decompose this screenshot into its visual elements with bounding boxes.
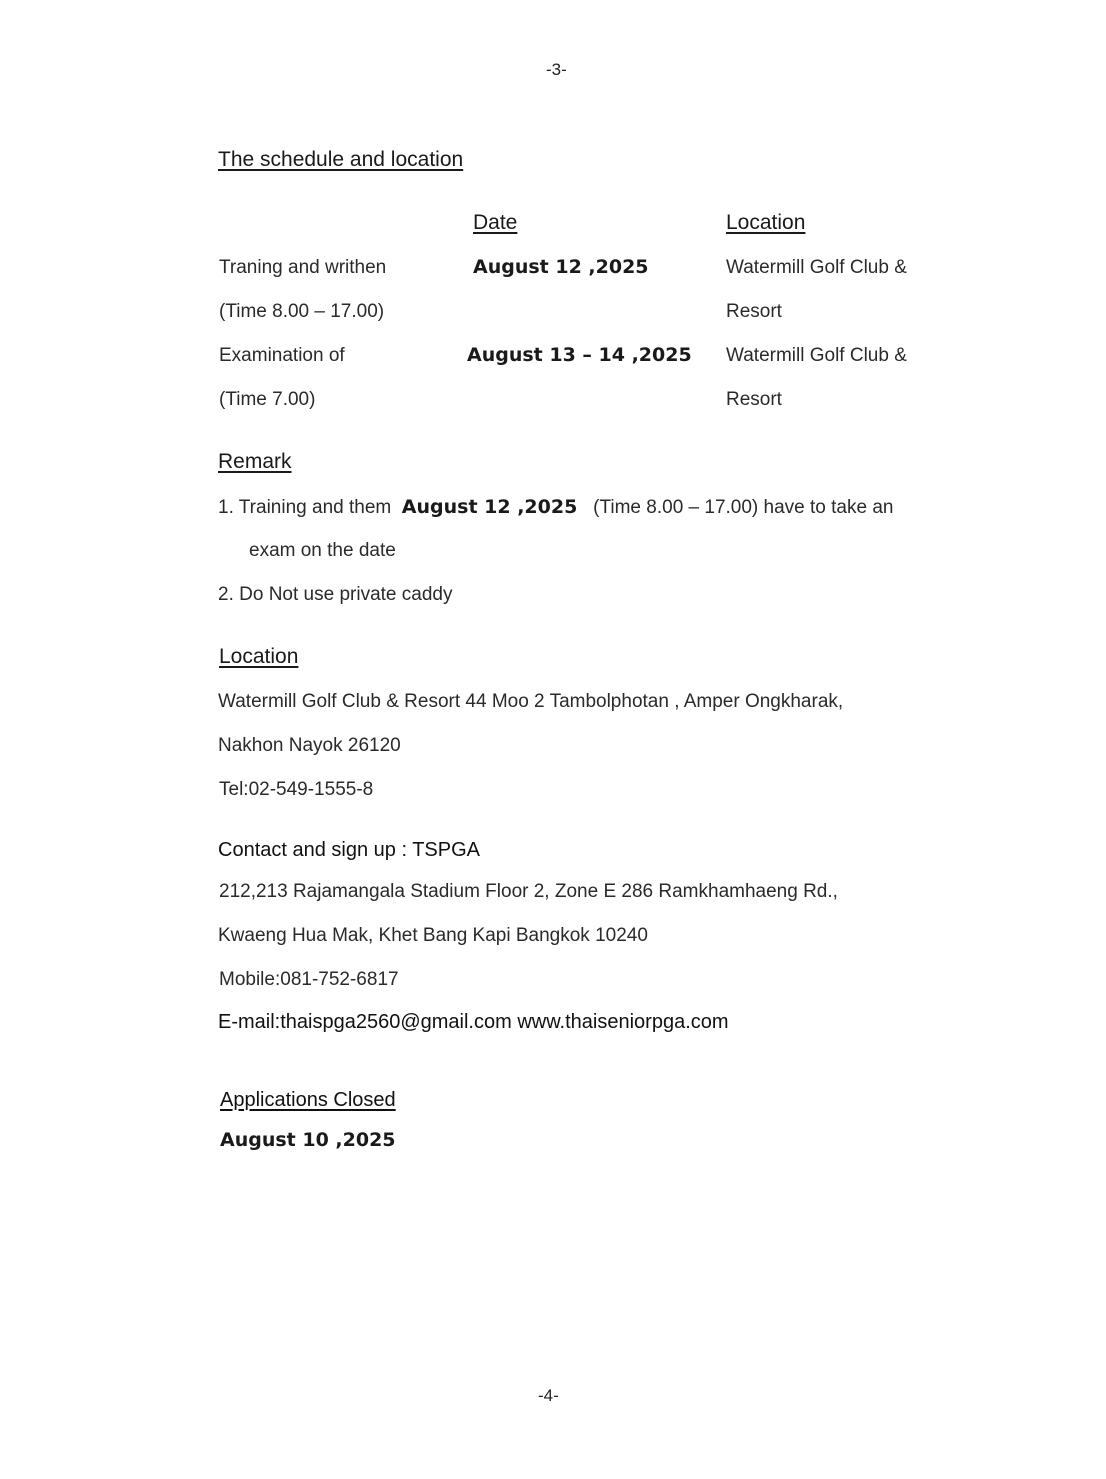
schedule-row-1-event: Traning and writhen <box>219 257 387 278</box>
page-number-top: -3- <box>546 60 567 79</box>
schedule-title: The schedule and location <box>218 148 464 171</box>
schedule-row-2-time: (Time 7.00) <box>219 389 316 410</box>
schedule-row-2-location-cont: Resort <box>726 389 782 410</box>
schedule-row-2-event: Examination of <box>219 345 345 366</box>
schedule-date-header: Date <box>473 211 518 234</box>
remark-item-1-date: August 12 ,2025 <box>401 496 578 518</box>
location-tel: Tel:02-549-1555-8 <box>219 779 374 800</box>
schedule-row-1-location: Watermill Golf Club & <box>726 257 907 278</box>
remark-item-1-cont: exam on the date <box>249 540 396 561</box>
remark-item-2: 2. Do Not use private caddy <box>218 584 453 605</box>
contact-heading: Contact and sign up : TSPGA <box>218 839 481 861</box>
contact-email-website: E-mail:thaispga2560@gmail.com www.thaiseniorpga.com <box>218 1011 729 1033</box>
location-title: Location <box>219 645 299 668</box>
schedule-row-1-date: August 12 ,2025 <box>473 256 649 278</box>
page-number-bottom: -4- <box>538 1386 559 1405</box>
schedule-row-2-date: August 13 – 14 ,2025 <box>467 344 692 366</box>
location-address-line-1: Watermill Golf Club & Resort 44 Moo 2 Tambolphotan , Amper Ongkharak, <box>218 691 844 712</box>
location-address-line-2: Nakhon Nayok 26120 <box>218 735 401 756</box>
contact-address-line-2: Kwaeng Hua Mak, Khet Bang Kapi Bangkok 10240 <box>218 925 648 946</box>
remark-title: Remark <box>218 450 292 473</box>
schedule-location-header: Location <box>726 211 806 234</box>
remark-item-1 <box>218 496 893 519</box>
contact-address-line-1: 212,213 Rajamangala Stadium Floor 2, Zone E 286 Ramkhamhaeng Rd., <box>219 881 838 902</box>
applications-closed-title: Applications Closed <box>220 1089 396 1111</box>
remark-item-1-prefix: 1. Training and them <box>218 497 392 518</box>
schedule-row-1-location-cont: Resort <box>726 301 782 322</box>
schedule-row-2-location: Watermill Golf Club & <box>726 345 907 366</box>
schedule-row-1-time: (Time 8.00 – 17.00) <box>219 301 385 322</box>
remark-item-1-suffix: (Time 8.00 – 17.00) have to take an <box>593 497 894 518</box>
applications-closed-date: August 10 ,2025 <box>220 1129 396 1151</box>
contact-mobile: Mobile:081-752-6817 <box>219 969 399 990</box>
